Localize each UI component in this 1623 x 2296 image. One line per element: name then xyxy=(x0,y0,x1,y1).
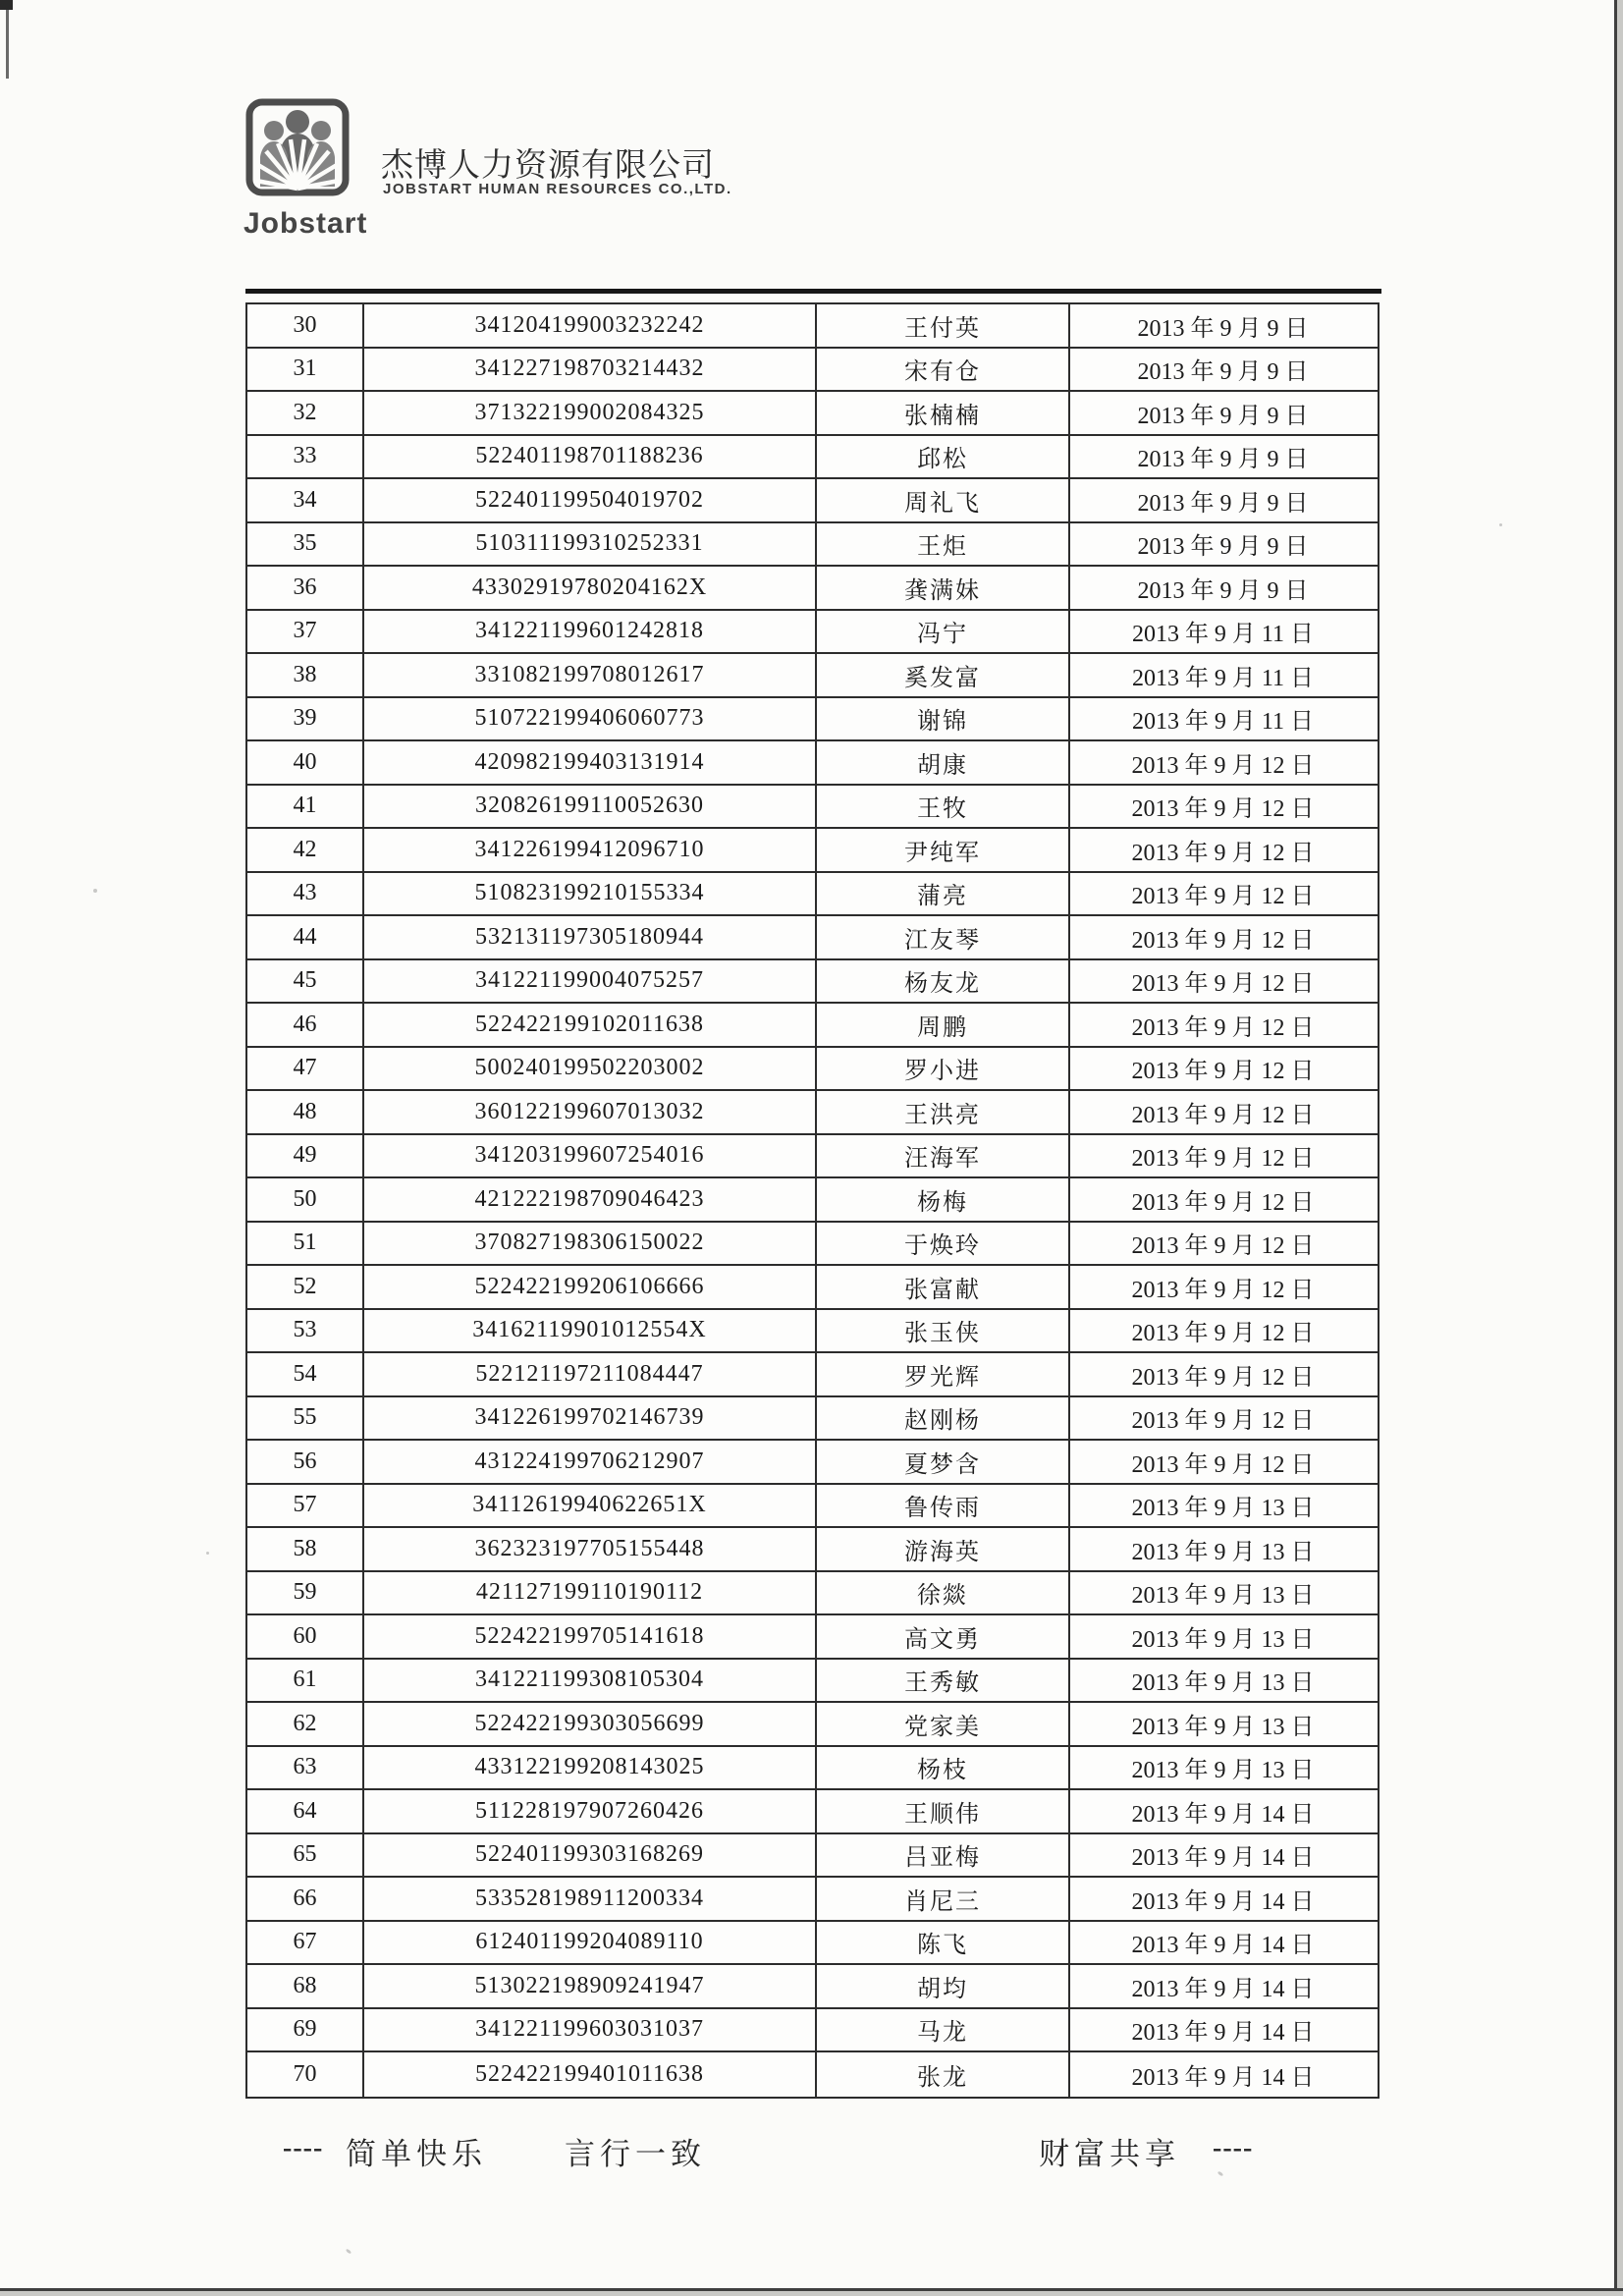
id-number-cell: 522422199303056699 xyxy=(362,1703,815,1745)
table-row xyxy=(247,1004,1378,1048)
date-cell: 2013 年 9 月 12 日 xyxy=(1068,741,1376,784)
name-cell: 杨友龙 xyxy=(815,960,1068,1003)
scan-edge-right-outer xyxy=(1617,0,1623,2296)
name-cell: 游海英 xyxy=(815,1528,1068,1570)
table-row xyxy=(247,1834,1378,1879)
date-cell: 2013 年 9 月 12 日 xyxy=(1068,1266,1376,1308)
date-cell: 2013 年 9 月 14 日 xyxy=(1068,1922,1376,1964)
table-row xyxy=(247,304,1378,349)
name-cell: 杨枝 xyxy=(815,1747,1068,1789)
id-number-cell: 513022198909241947 xyxy=(362,1965,815,2007)
id-number-cell: 532131197305180944 xyxy=(362,916,815,958)
name-cell: 张玉侠 xyxy=(815,1310,1068,1352)
id-number-cell: 511228197907260426 xyxy=(362,1790,815,1832)
row-number-cell: 36 xyxy=(293,574,317,600)
row-number-cell: 41 xyxy=(293,793,317,819)
id-number-cell: 522422199206106666 xyxy=(362,1266,815,1308)
id-number-cell: 420982199403131914 xyxy=(362,741,815,784)
row-number-cell: 46 xyxy=(293,1011,317,1037)
row-number-cell: 70 xyxy=(293,2060,317,2087)
name-cell: 宋有仓 xyxy=(815,349,1068,391)
date-cell: 2013 年 9 月 14 日 xyxy=(1068,1834,1376,1877)
table-row xyxy=(247,1048,1378,1092)
id-number-cell: 421222198709046423 xyxy=(362,1178,815,1221)
date-cell: 2013 年 9 月 12 日 xyxy=(1068,1397,1376,1440)
name-cell: 杨梅 xyxy=(815,1178,1068,1221)
name-cell: 胡康 xyxy=(815,741,1068,784)
id-number-cell: 320826199110052630 xyxy=(362,786,815,828)
table-row xyxy=(247,1878,1378,1922)
row-number-cell: 47 xyxy=(293,1055,317,1081)
row-number-cell: 56 xyxy=(293,1448,317,1474)
date-cell: 2013 年 9 月 9 日 xyxy=(1068,349,1376,391)
table-row xyxy=(247,960,1378,1005)
date-cell: 2013 年 9 月 9 日 xyxy=(1068,304,1376,347)
table-row xyxy=(247,2052,1378,2097)
footer-motto-1: 简单快乐 xyxy=(346,2137,487,2171)
row-number-cell: 57 xyxy=(293,1492,317,1518)
name-cell: 周鹏 xyxy=(815,1004,1068,1046)
row-number-cell: 45 xyxy=(293,967,317,994)
id-number-cell: 500240199502203002 xyxy=(362,1048,815,1090)
date-cell: 2013 年 9 月 11 日 xyxy=(1068,698,1376,740)
id-number-cell: 341227198703214432 xyxy=(362,349,815,391)
date-cell: 2013 年 9 月 12 日 xyxy=(1068,1135,1376,1177)
table-row xyxy=(247,1615,1378,1660)
row-number-cell: 52 xyxy=(293,1273,317,1299)
name-cell: 胡均 xyxy=(815,1965,1068,2007)
row-number-cell: 35 xyxy=(293,530,317,557)
scan-edge-bottom xyxy=(0,2288,1623,2291)
table-row xyxy=(247,1135,1378,1179)
footer-motto-2: 言行一致 xyxy=(565,2137,706,2171)
table-row xyxy=(247,829,1378,873)
name-cell: 邱松 xyxy=(815,436,1068,478)
table-row xyxy=(247,479,1378,523)
name-cell: 夏梦含 xyxy=(815,1441,1068,1483)
scan-edge-left xyxy=(6,0,9,79)
id-number-cell: 43302919780204162X xyxy=(362,567,815,609)
id-number-cell: 362323197705155448 xyxy=(362,1528,815,1570)
date-cell: 2013 年 9 月 12 日 xyxy=(1068,1223,1376,1265)
id-number-cell: 522401199303168269 xyxy=(362,1834,815,1877)
row-number-cell: 55 xyxy=(293,1404,317,1431)
name-cell: 于焕玲 xyxy=(815,1223,1068,1265)
date-cell: 2013 年 9 月 9 日 xyxy=(1068,479,1376,521)
id-number-cell: 371322199002084325 xyxy=(362,392,815,434)
table-row xyxy=(247,1747,1378,1791)
table-row xyxy=(247,1528,1378,1572)
row-number-cell: 31 xyxy=(293,355,317,382)
company-name-chinese: 杰博人力资源有限公司 xyxy=(381,148,715,184)
table-row xyxy=(247,1397,1378,1442)
id-number-cell: 341221199004075257 xyxy=(362,960,815,1003)
table-row xyxy=(247,873,1378,917)
scan-speck xyxy=(1499,523,1502,526)
id-number-cell: 612401199204089110 xyxy=(362,1922,815,1964)
date-cell: 2013 年 9 月 12 日 xyxy=(1068,1178,1376,1221)
table-row xyxy=(247,1703,1378,1747)
row-number-cell: 38 xyxy=(293,661,317,687)
table-row xyxy=(247,611,1378,655)
row-number-cell: 51 xyxy=(293,1230,317,1256)
row-number-cell: 60 xyxy=(293,1622,317,1649)
date-cell: 2013 年 9 月 9 日 xyxy=(1068,567,1376,609)
row-number-cell: 43 xyxy=(293,880,317,906)
id-number-cell: 331082199708012617 xyxy=(362,654,815,696)
name-cell: 王牧 xyxy=(815,786,1068,828)
row-number-cell: 39 xyxy=(293,705,317,732)
id-number-cell: 360122199607013032 xyxy=(362,1091,815,1133)
table-row xyxy=(247,1266,1378,1310)
name-cell: 奚发富 xyxy=(815,654,1068,696)
id-number-cell: 522401199504019702 xyxy=(362,479,815,521)
row-number-cell: 67 xyxy=(293,1929,317,1955)
row-number-cell: 44 xyxy=(293,923,317,950)
name-cell: 张龙 xyxy=(815,2052,1068,2097)
id-number-cell: 341221199308105304 xyxy=(362,1660,815,1702)
name-cell: 汪海军 xyxy=(815,1135,1068,1177)
id-number-cell: 341226199412096710 xyxy=(362,829,815,871)
date-cell: 2013 年 9 月 12 日 xyxy=(1068,1441,1376,1483)
date-cell: 2013 年 9 月 14 日 xyxy=(1068,2052,1376,2097)
date-cell: 2013 年 9 月 12 日 xyxy=(1068,1091,1376,1133)
row-number-cell: 69 xyxy=(293,2016,317,2043)
row-number-cell: 33 xyxy=(293,443,317,469)
table-row xyxy=(247,349,1378,393)
date-cell: 2013 年 9 月 13 日 xyxy=(1068,1703,1376,1745)
scan-speck xyxy=(206,1552,209,1555)
id-number-cell: 341221199603031037 xyxy=(362,2009,815,2051)
row-number-cell: 64 xyxy=(293,1797,317,1824)
id-number-cell: 522422199401011638 xyxy=(362,2052,815,2097)
name-cell: 张富献 xyxy=(815,1266,1068,1308)
name-cell: 徐燚 xyxy=(815,1572,1068,1614)
id-number-cell: 510311199310252331 xyxy=(362,523,815,566)
id-number-cell: 34162119901012554X xyxy=(362,1310,815,1352)
name-cell: 龚满妹 xyxy=(815,567,1068,609)
table-row xyxy=(247,1965,1378,2009)
date-cell: 2013 年 9 月 9 日 xyxy=(1068,523,1376,566)
row-number-cell: 50 xyxy=(293,1185,317,1212)
table-row xyxy=(247,436,1378,480)
name-cell: 罗小进 xyxy=(815,1048,1068,1090)
row-number-cell: 32 xyxy=(293,399,317,425)
date-cell: 2013 年 9 月 12 日 xyxy=(1068,873,1376,915)
id-number-cell: 433122199208143025 xyxy=(362,1747,815,1789)
footer-motto-3: 财富共享 xyxy=(1039,2137,1180,2171)
row-number-cell: 62 xyxy=(293,1710,317,1736)
date-cell: 2013 年 9 月 12 日 xyxy=(1068,1004,1376,1046)
id-number-cell: 341221199601242818 xyxy=(362,611,815,653)
name-cell: 周礼飞 xyxy=(815,479,1068,521)
scan-corner-mark xyxy=(0,0,13,10)
table-row xyxy=(247,392,1378,436)
date-cell: 2013 年 9 月 13 日 xyxy=(1068,1528,1376,1570)
table-row xyxy=(247,698,1378,742)
table-row xyxy=(247,1091,1378,1135)
scan-speck xyxy=(1217,2171,1224,2177)
table-row xyxy=(247,1922,1378,1966)
date-cell: 2013 年 9 月 9 日 xyxy=(1068,436,1376,478)
header-divider-rule xyxy=(245,289,1381,294)
company-logo xyxy=(243,98,368,241)
date-cell: 2013 年 9 月 12 日 xyxy=(1068,829,1376,871)
id-number-cell: 510823199210155334 xyxy=(362,873,815,915)
table-row xyxy=(247,1441,1378,1485)
date-cell: 2013 年 9 月 13 日 xyxy=(1068,1485,1376,1527)
row-number-cell: 61 xyxy=(293,1667,317,1693)
date-cell: 2013 年 9 月 14 日 xyxy=(1068,1965,1376,2007)
date-cell: 2013 年 9 月 13 日 xyxy=(1068,1615,1376,1658)
table-row xyxy=(247,916,1378,960)
name-cell: 马龙 xyxy=(815,2009,1068,2051)
date-cell: 2013 年 9 月 13 日 xyxy=(1068,1572,1376,1614)
id-number-cell: 522121197211084447 xyxy=(362,1353,815,1395)
table-row xyxy=(247,1660,1378,1704)
table-row xyxy=(247,786,1378,830)
table-row xyxy=(247,1310,1378,1354)
date-cell: 2013 年 9 月 14 日 xyxy=(1068,2009,1376,2051)
logo-wordmark: Jobstart xyxy=(243,207,368,240)
name-cell: 王付英 xyxy=(815,304,1068,347)
row-number-cell: 37 xyxy=(293,618,317,644)
name-cell: 陈飞 xyxy=(815,1922,1068,1964)
id-number-cell: 431224199706212907 xyxy=(362,1441,815,1483)
table-row xyxy=(247,741,1378,786)
table-row xyxy=(247,2009,1378,2053)
table-row xyxy=(247,1353,1378,1397)
name-cell: 江友琴 xyxy=(815,916,1068,958)
table-row xyxy=(247,1178,1378,1223)
row-number-cell: 54 xyxy=(293,1360,317,1387)
row-number-cell: 42 xyxy=(293,836,317,862)
table-row xyxy=(247,654,1378,698)
date-cell: 2013 年 9 月 13 日 xyxy=(1068,1747,1376,1789)
row-number-cell: 65 xyxy=(293,1841,317,1868)
date-cell: 2013 年 9 月 11 日 xyxy=(1068,654,1376,696)
date-cell: 2013 年 9 月 12 日 xyxy=(1068,786,1376,828)
scan-edge-bottom-outer xyxy=(0,2291,1623,2296)
id-number-cell: 34112619940622651X xyxy=(362,1485,815,1527)
id-number-cell: 522422199102011638 xyxy=(362,1004,815,1046)
date-cell: 2013 年 9 月 13 日 xyxy=(1068,1660,1376,1702)
name-cell: 尹纯军 xyxy=(815,829,1068,871)
id-number-cell: 341203199607254016 xyxy=(362,1135,815,1177)
table-row xyxy=(247,1572,1378,1616)
table-row xyxy=(247,523,1378,568)
row-number-cell: 59 xyxy=(293,1579,317,1606)
name-cell: 王秀敏 xyxy=(815,1660,1068,1702)
table-row xyxy=(247,1790,1378,1834)
name-cell: 鲁传雨 xyxy=(815,1485,1068,1527)
name-cell: 党家美 xyxy=(815,1703,1068,1745)
id-number-cell: 533528198911200334 xyxy=(362,1878,815,1920)
name-cell: 张楠楠 xyxy=(815,392,1068,434)
table-row xyxy=(247,567,1378,611)
date-cell: 2013 年 9 月 11 日 xyxy=(1068,611,1376,653)
date-cell: 2013 年 9 月 14 日 xyxy=(1068,1878,1376,1920)
date-cell: 2013 年 9 月 12 日 xyxy=(1068,1048,1376,1090)
row-number-cell: 53 xyxy=(293,1317,317,1343)
row-number-cell: 34 xyxy=(293,486,317,513)
row-number-cell: 49 xyxy=(293,1142,317,1169)
date-cell: 2013 年 9 月 12 日 xyxy=(1068,960,1376,1003)
name-cell: 蒲亮 xyxy=(815,873,1068,915)
row-number-cell: 40 xyxy=(293,748,317,775)
id-number-cell: 522422199705141618 xyxy=(362,1615,815,1658)
name-cell: 赵刚杨 xyxy=(815,1397,1068,1440)
name-cell: 王顺伟 xyxy=(815,1790,1068,1832)
table-row xyxy=(247,1485,1378,1529)
footer-dashes-right: ---- xyxy=(1213,2133,1254,2163)
name-cell: 王洪亮 xyxy=(815,1091,1068,1133)
date-cell: 2013 年 9 月 14 日 xyxy=(1068,1790,1376,1832)
row-number-cell: 66 xyxy=(293,1885,317,1911)
date-cell: 2013 年 9 月 12 日 xyxy=(1068,916,1376,958)
id-number-cell: 341226199702146739 xyxy=(362,1397,815,1440)
row-number-cell: 30 xyxy=(293,311,317,338)
date-cell: 2013 年 9 月 12 日 xyxy=(1068,1353,1376,1395)
name-cell: 高文勇 xyxy=(815,1615,1068,1658)
scan-speck xyxy=(346,2248,352,2254)
name-cell: 冯宁 xyxy=(815,611,1068,653)
table-row xyxy=(247,1223,1378,1267)
name-cell: 肖尼三 xyxy=(815,1878,1068,1920)
row-number-cell: 58 xyxy=(293,1535,317,1561)
scan-speck xyxy=(913,929,917,932)
scan-edge-right xyxy=(1614,0,1617,2296)
name-cell: 罗光辉 xyxy=(815,1353,1068,1395)
name-cell: 谢锦 xyxy=(815,698,1068,740)
roster-table xyxy=(245,302,1380,2099)
name-cell: 王炬 xyxy=(815,523,1068,566)
row-number-cell: 68 xyxy=(293,1972,317,1998)
id-number-cell: 510722199406060773 xyxy=(362,698,815,740)
name-cell: 吕亚梅 xyxy=(815,1834,1068,1877)
id-number-cell: 370827198306150022 xyxy=(362,1223,815,1265)
jobstart-logo-icon xyxy=(244,98,351,196)
row-number-cell: 48 xyxy=(293,1098,317,1124)
date-cell: 2013 年 9 月 12 日 xyxy=(1068,1310,1376,1352)
id-number-cell: 421127199110190112 xyxy=(362,1572,815,1614)
id-number-cell: 522401198701188236 xyxy=(362,436,815,478)
scan-speck xyxy=(93,889,97,893)
footer-dashes-left: ---- xyxy=(283,2133,324,2163)
id-number-cell: 341204199003232242 xyxy=(362,304,815,347)
row-number-cell: 63 xyxy=(293,1754,317,1780)
company-name-english: JOBSTART HUMAN RESOURCES CO.,LTD. xyxy=(383,181,732,197)
date-cell: 2013 年 9 月 9 日 xyxy=(1068,392,1376,434)
